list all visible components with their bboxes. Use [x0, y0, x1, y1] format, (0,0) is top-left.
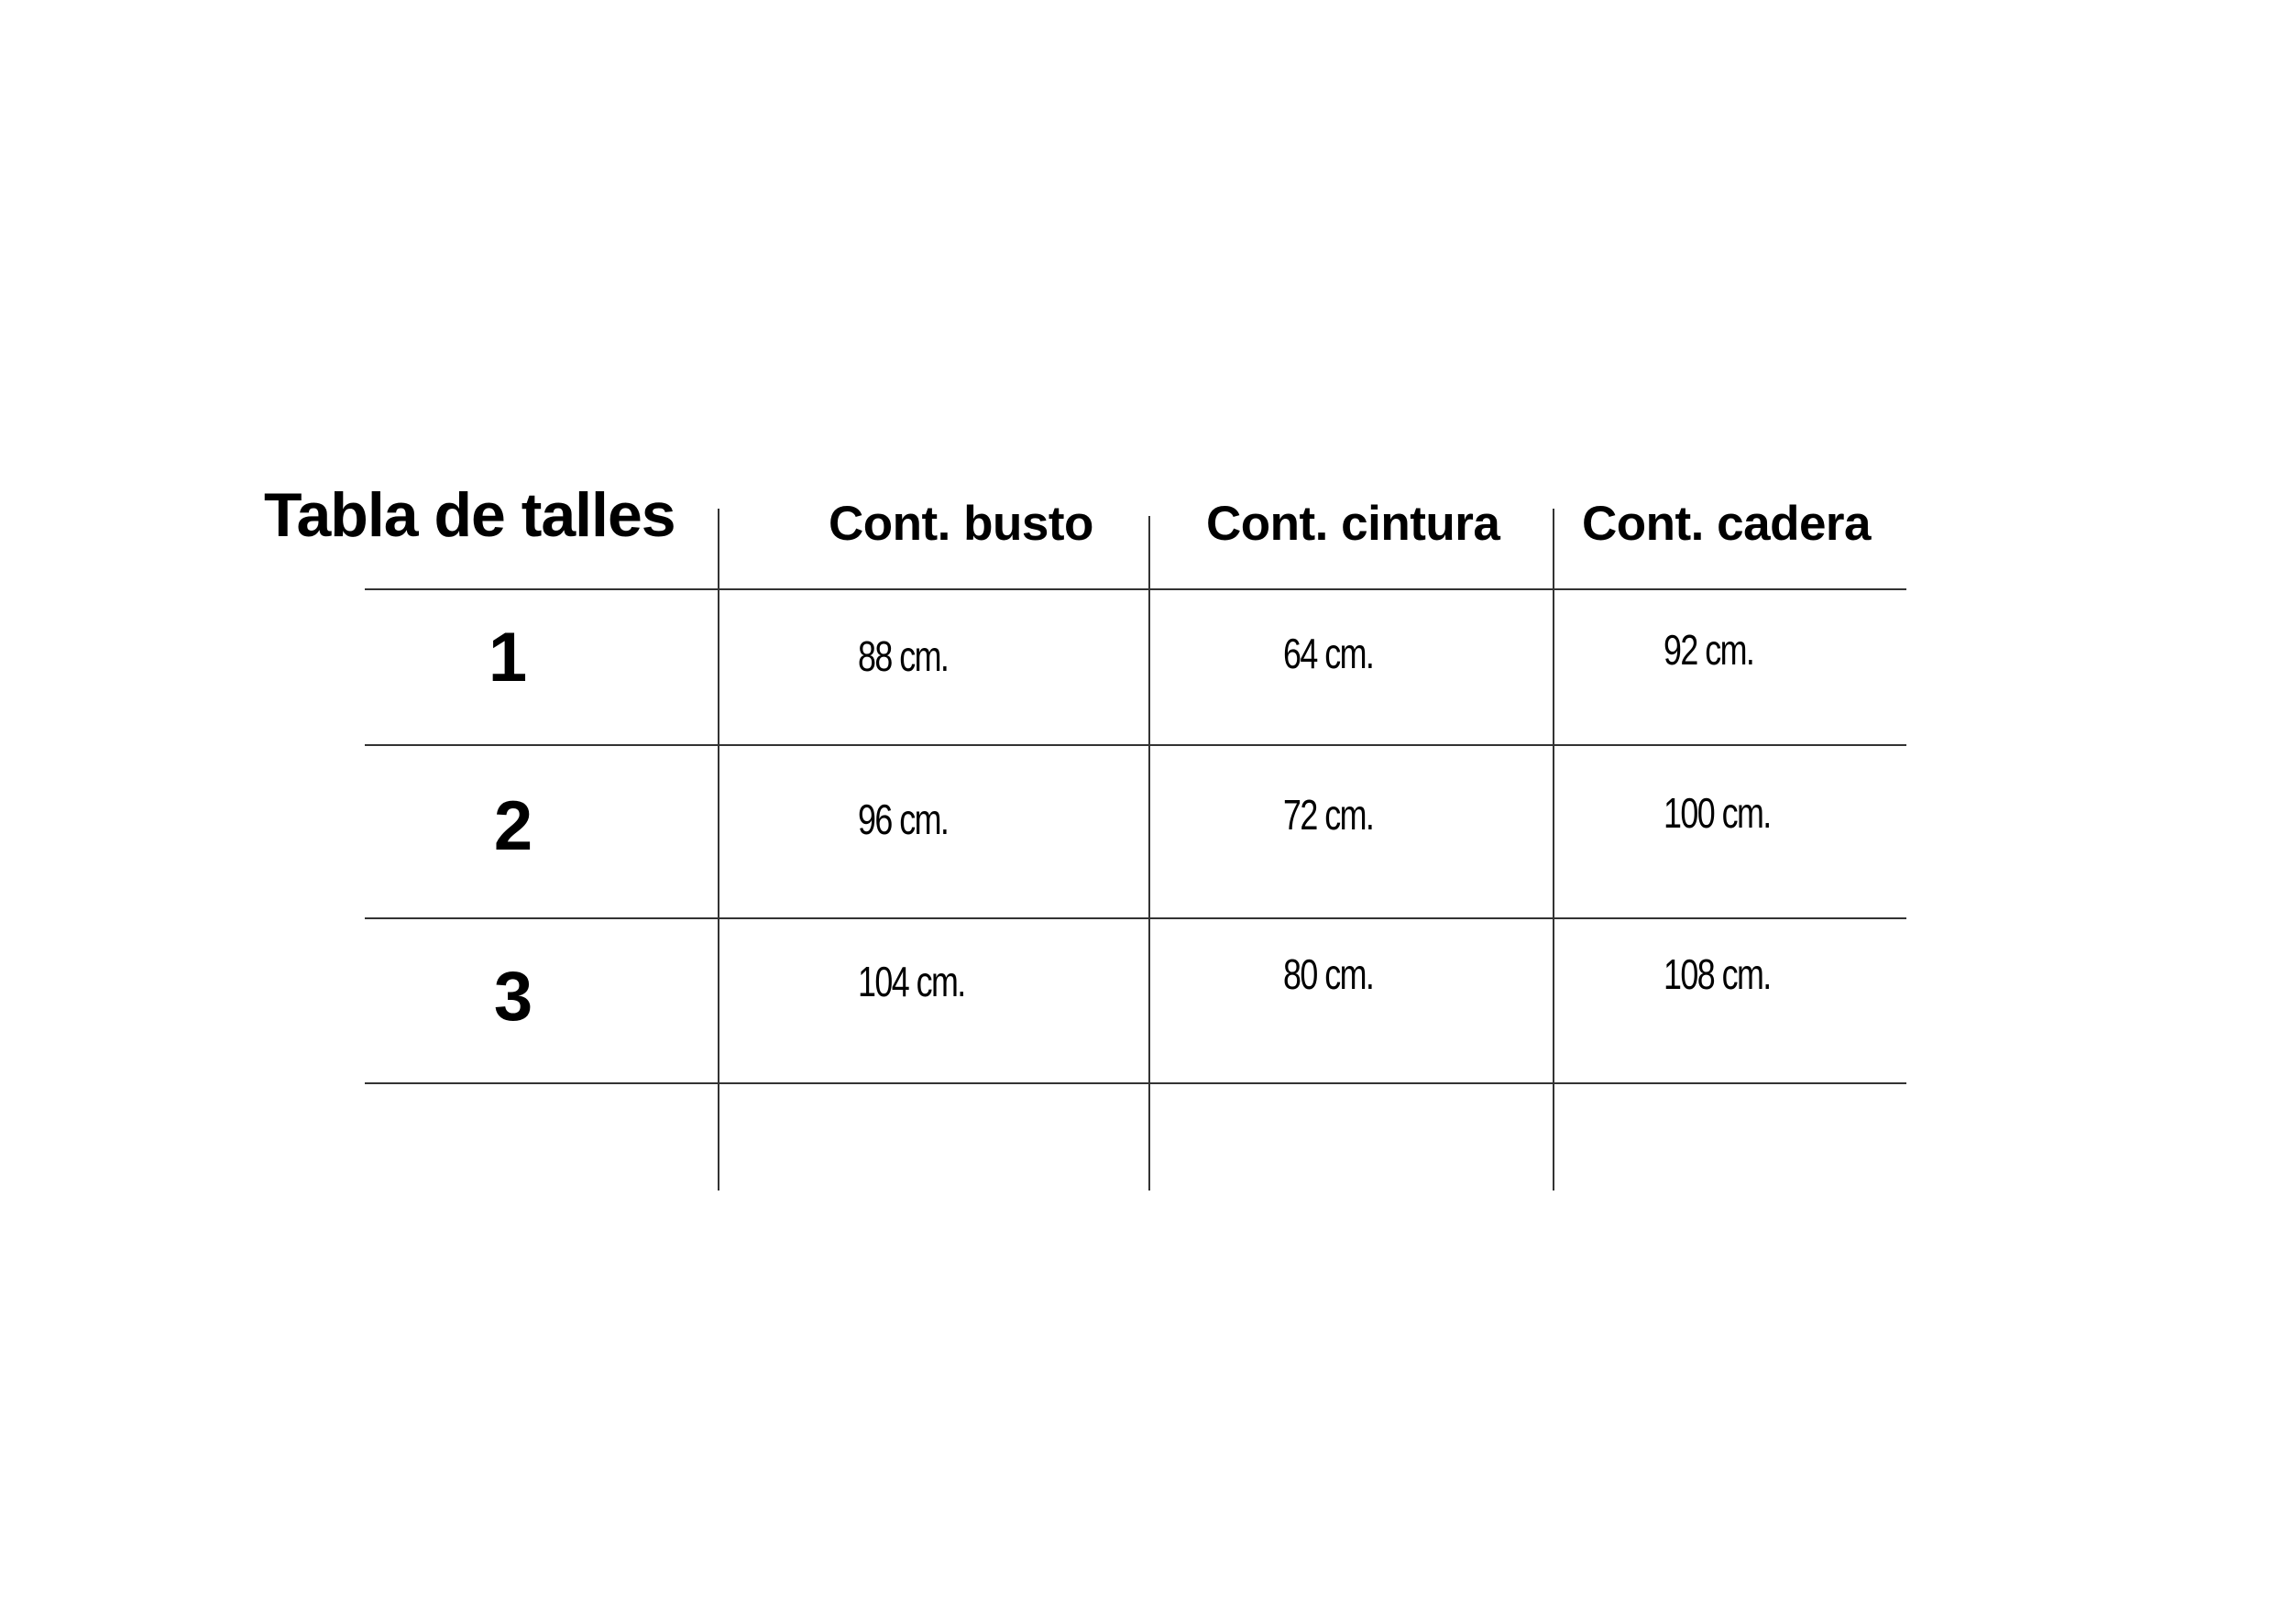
- page-title: Tabla de talles: [264, 480, 675, 550]
- size-label: 2: [493, 787, 533, 865]
- cintura-value: 64 cm.: [1283, 630, 1374, 677]
- size-label: 1: [488, 619, 528, 697]
- column-header-cintura: Cont. cintura: [1206, 497, 1500, 551]
- table-rule: [365, 1082, 1906, 1084]
- table-rule: [365, 588, 1906, 590]
- column-header-busto: Cont. busto: [829, 497, 1093, 551]
- busto-value: 96 cm.: [858, 796, 949, 843]
- busto-value: 104 cm.: [858, 958, 965, 1005]
- table-rule: [365, 917, 1906, 919]
- size-label: 3: [493, 958, 533, 1036]
- column-header-cadera: Cont. cadera: [1582, 497, 1872, 551]
- cadera-value: 100 cm.: [1664, 789, 1771, 837]
- busto-value: 88 cm.: [858, 632, 949, 680]
- cintura-value: 80 cm.: [1283, 950, 1374, 998]
- cadera-value: 92 cm.: [1664, 626, 1754, 674]
- column-divider: [1553, 509, 1554, 1191]
- column-divider: [1148, 516, 1150, 1191]
- table-rule: [365, 744, 1906, 746]
- cadera-value: 108 cm.: [1664, 950, 1771, 998]
- cintura-value: 72 cm.: [1283, 791, 1374, 839]
- column-divider: [718, 509, 719, 1191]
